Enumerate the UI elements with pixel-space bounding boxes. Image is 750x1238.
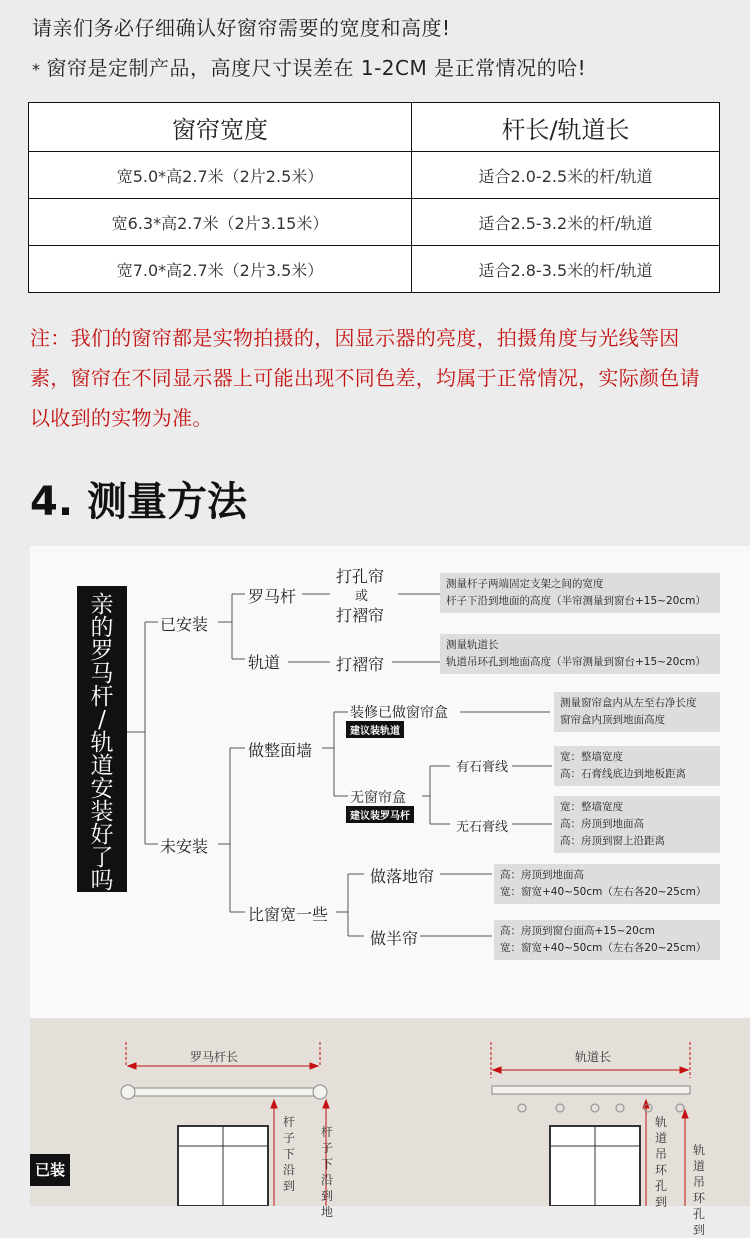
vertical-char: 道 bbox=[654, 1131, 667, 1145]
question-char: 安 bbox=[90, 776, 114, 802]
size-table bbox=[28, 102, 720, 293]
info-line: 窗帘盒内顶到地面高度 bbox=[560, 714, 665, 726]
vertical-char: 下 bbox=[282, 1147, 295, 1161]
info-line: 轨道吊环孔到地面高度（半帘测量到窗台+15~20cm） bbox=[446, 656, 706, 668]
info-rod bbox=[440, 573, 720, 613]
node-pleat-curtain: 打褶帘 bbox=[336, 606, 385, 625]
info-floor bbox=[494, 864, 720, 904]
info-line: 宽：整墙宽度 bbox=[560, 801, 623, 813]
vertical-char: 孔 bbox=[692, 1207, 705, 1221]
table-row bbox=[29, 152, 720, 199]
node-has-plaster: 有石膏线 bbox=[456, 760, 509, 775]
header-rod-length: 杆长/轨道长 bbox=[412, 103, 720, 152]
question-char: 轨 bbox=[90, 730, 114, 756]
info-line: 高：房顶到地面高 bbox=[560, 818, 644, 830]
node-or: 或 bbox=[355, 589, 369, 604]
vertical-char: 到 bbox=[692, 1223, 705, 1237]
vertical-char: 杆 bbox=[320, 1125, 333, 1139]
tag-suggest-rod: 建议装罗马杆 bbox=[346, 806, 414, 823]
info-line: 宽：窗宽+40~50cm（左右各20~25cm） bbox=[500, 942, 707, 954]
vertical-char: 子 bbox=[282, 1131, 295, 1145]
node-floor-curtain: 做落地帘 bbox=[370, 867, 435, 886]
vertical-char: 杆 bbox=[282, 1115, 295, 1129]
question-char: 的 bbox=[90, 615, 114, 641]
question-char: 好 bbox=[90, 822, 114, 848]
measure-illustration bbox=[30, 1018, 750, 1237]
table-row bbox=[29, 199, 720, 246]
question-char: 马 bbox=[90, 661, 114, 687]
node-track: 轨道 bbox=[248, 653, 281, 672]
node-track-pleat: 打褶帘 bbox=[336, 655, 385, 674]
intro-line-2-text: 窗帘是定制产品，高度尺寸误差在 1-2CM 是正常情况的哈! bbox=[46, 56, 587, 80]
vertical-char: 沿 bbox=[320, 1173, 333, 1187]
info-line: 宽：窗宽+40~50cm（左右各20~25cm） bbox=[500, 886, 707, 898]
node-not-installed: 未安装 bbox=[160, 837, 209, 856]
table-cell: 宽5.0*高2.7米（2片2.5米） bbox=[29, 152, 412, 199]
info-line: 宽：整墙宽度 bbox=[560, 751, 623, 763]
color-note: 注：我们的窗帘都是实物拍摄的，因显示器的亮度，拍摄角度与光线等因素，窗帘在不同显示器上可能出现不同色差，均属于正常情况，实际颜色请以收到的实物为准。 bbox=[30, 326, 700, 430]
node-wider: 比窗宽一些 bbox=[248, 905, 329, 924]
section-title: 4. 测量方法 bbox=[30, 479, 247, 525]
vertical-char: 环 bbox=[654, 1163, 667, 1177]
vertical-char: 轨 bbox=[692, 1143, 705, 1157]
info-track bbox=[440, 634, 720, 674]
track-ring-label bbox=[654, 1114, 668, 1210]
question-char: 道 bbox=[90, 753, 114, 779]
vertical-char: 地 bbox=[320, 1205, 333, 1219]
table-cell: 适合2.5-3.2米的杆/轨道 bbox=[412, 199, 720, 246]
header-curtain-width: 窗帘宽度 bbox=[29, 103, 412, 152]
table-header-row bbox=[29, 103, 720, 152]
vertical-char: 道 bbox=[692, 1159, 705, 1173]
measure-decision-diagram bbox=[30, 546, 750, 1020]
info-line: 测量杆子两端固定支架之间的宽度 bbox=[446, 578, 604, 590]
vertical-char: 到 bbox=[320, 1189, 333, 1203]
installed-badge: 已装 bbox=[30, 1154, 70, 1186]
node-no-box: 无窗帘盒 bbox=[350, 790, 406, 806]
rod-length-label: 罗马杆长 bbox=[190, 1050, 239, 1064]
info-half bbox=[494, 920, 720, 960]
info-line: 高：房顶到窗上沿距离 bbox=[560, 835, 665, 847]
info-line: 高：房顶到地面高 bbox=[500, 869, 584, 881]
track-ring-label-2 bbox=[692, 1142, 706, 1238]
info-no-plaster bbox=[554, 796, 720, 853]
track-length-label: 轨道长 bbox=[575, 1050, 612, 1064]
vertical-char: 环 bbox=[692, 1191, 705, 1205]
rod-bottom-label bbox=[282, 1114, 296, 1194]
info-box bbox=[554, 692, 720, 732]
vertical-char: 下 bbox=[320, 1157, 333, 1171]
question-char: 装 bbox=[90, 799, 114, 825]
vertical-char: 孔 bbox=[654, 1179, 667, 1193]
question-char: 亲 bbox=[90, 592, 114, 618]
vertical-char: 到 bbox=[654, 1195, 667, 1209]
vertical-char: 子 bbox=[320, 1141, 333, 1155]
table-cell: 适合2.0-2.5米的杆/轨道 bbox=[412, 152, 720, 199]
vertical-char: 到 bbox=[282, 1179, 295, 1193]
info-line: 杆子下沿到地面的高度（半帘测量到窗台+15~20cm） bbox=[446, 595, 706, 607]
vertical-char: 吊 bbox=[654, 1147, 667, 1161]
info-line: 测量窗帘盒内从左至右净长度 bbox=[560, 697, 697, 709]
intro-line-1: 请亲们务必仔细确认好窗帘需要的宽度和高度! bbox=[32, 16, 451, 40]
vertical-char: 吊 bbox=[692, 1175, 705, 1189]
illustration-drawing bbox=[30, 1018, 750, 1206]
info-line: 高：房顶到窗台面高+15~20cm bbox=[500, 925, 655, 937]
table-cell: 宽6.3*高2.7米（2片3.15米） bbox=[29, 199, 412, 246]
info-line: 高：石膏线底边到地板距离 bbox=[560, 768, 686, 780]
question-char: 吗 bbox=[90, 868, 114, 894]
question-char: 了 bbox=[90, 845, 114, 871]
node-punch-curtain: 打孔帘 bbox=[336, 567, 385, 586]
tag-suggest-track: 建议装轨道 bbox=[346, 721, 404, 738]
node-roman-rod: 罗马杆 bbox=[248, 587, 297, 606]
node-half-curtain: 做半帘 bbox=[370, 929, 419, 948]
intro-line-2 bbox=[32, 52, 586, 81]
node-has-box: 装修已做窗帘盒 bbox=[350, 705, 448, 721]
question-char: 罗 bbox=[90, 638, 114, 664]
node-full-wall: 做整面墙 bbox=[248, 741, 313, 760]
question-char: 杆 bbox=[90, 684, 114, 710]
question-char: / bbox=[98, 707, 106, 733]
star-mark: * bbox=[32, 60, 41, 79]
question-box bbox=[77, 586, 127, 892]
vertical-char: 沿 bbox=[282, 1163, 295, 1177]
info-plaster bbox=[554, 746, 720, 786]
table-cell: 宽7.0*高2.7米（2片3.5米） bbox=[29, 246, 412, 293]
vertical-char: 轨 bbox=[654, 1115, 667, 1129]
node-installed: 已安装 bbox=[160, 615, 209, 634]
info-line: 测量轨道长 bbox=[446, 639, 499, 651]
node-no-plaster: 无石膏线 bbox=[456, 820, 509, 835]
table-cell: 适合2.8-3.5米的杆/轨道 bbox=[412, 246, 720, 293]
table-row bbox=[29, 246, 720, 293]
